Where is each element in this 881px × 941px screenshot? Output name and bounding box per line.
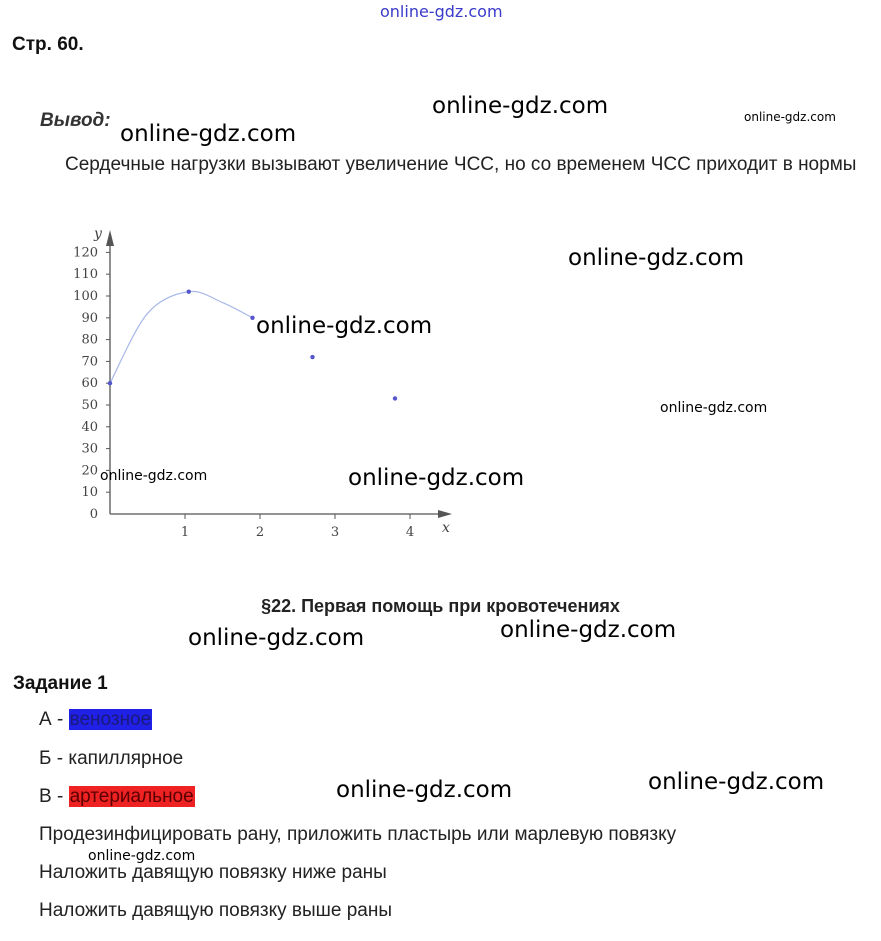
answer-b: Б - капиллярное	[39, 748, 184, 769]
data-curve	[110, 291, 253, 383]
x-tick-label: 4	[405, 525, 415, 540]
x-tick-label: 3	[330, 525, 340, 540]
page-title: Стр. 60.	[12, 34, 84, 55]
x-tick-label: 1	[180, 525, 190, 540]
y-axis-label: y	[94, 226, 102, 242]
data-point	[310, 355, 314, 359]
watermark: online-gdz.com	[188, 625, 365, 651]
y-tick-label: 120	[73, 245, 98, 261]
x-axis-label: x	[442, 520, 450, 536]
y-tick-label: 50	[81, 398, 98, 413]
watermark: online-gdz.com	[336, 777, 513, 803]
section-title: §22. Первая помощь при кровотечениях	[261, 596, 620, 616]
watermark: online-gdz.com	[88, 848, 196, 864]
data-point	[108, 381, 112, 385]
y-tick-label: 80	[81, 332, 98, 348]
data-point	[250, 316, 254, 320]
y-tick-label: 70	[81, 354, 98, 370]
y-tick-label: 20	[81, 463, 98, 479]
y-tick-label: 30	[81, 441, 98, 457]
data-point	[393, 396, 397, 400]
task-title: Задание 1	[13, 673, 108, 694]
y-tick-label: 90	[81, 310, 98, 326]
aid-line-2: Наложить давящую повязку ниже раны	[39, 862, 387, 883]
x-tick-label: 2	[255, 525, 265, 540]
watermark: online-gdz.com	[432, 93, 609, 119]
x-axis-arrow	[438, 510, 452, 518]
y-tick-label: 0	[89, 507, 98, 522]
conclusion-label: Вывод:	[40, 110, 111, 131]
watermark: online-gdz.com	[660, 400, 768, 416]
aid-line-3: Наложить давящую повязку выше раны	[39, 900, 393, 921]
answer-a-prefix: А -	[39, 709, 69, 730]
y-tick-label: 40	[81, 419, 98, 435]
watermark: online-gdz.com	[256, 313, 433, 339]
watermark: online-gdz.com	[100, 468, 208, 484]
watermark: online-gdz.com	[500, 617, 677, 643]
y-tick-label: 110	[73, 267, 98, 283]
watermark: online-gdz.com	[648, 769, 825, 795]
answer-a-highlight: венозное	[69, 709, 152, 730]
aid-line-1: Продезинфицировать рану, приложить пластырь или марлевую повязку	[39, 824, 677, 845]
y-tick-label: 60	[81, 376, 98, 392]
y-tick-label: 100	[73, 289, 98, 304]
conclusion-text: Сердечные нагрузки вызывают увеличение ЧСС, но со временем ЧСС приходит в нормы	[65, 154, 857, 175]
y-axis-arrow	[106, 230, 114, 246]
answer-c-highlight: артериальное	[69, 786, 194, 807]
top-watermark: online-gdz.com	[380, 2, 503, 21]
answer-a	[39, 709, 152, 731]
answer-c	[39, 786, 195, 808]
data-point	[187, 289, 191, 293]
watermark: online-gdz.com	[568, 245, 745, 271]
answer-c-prefix: В -	[39, 786, 69, 807]
watermark: online-gdz.com	[120, 121, 297, 147]
y-tick-label: 10	[81, 485, 98, 501]
watermark: online-gdz.com	[744, 110, 836, 124]
watermark: online-gdz.com	[348, 465, 525, 491]
